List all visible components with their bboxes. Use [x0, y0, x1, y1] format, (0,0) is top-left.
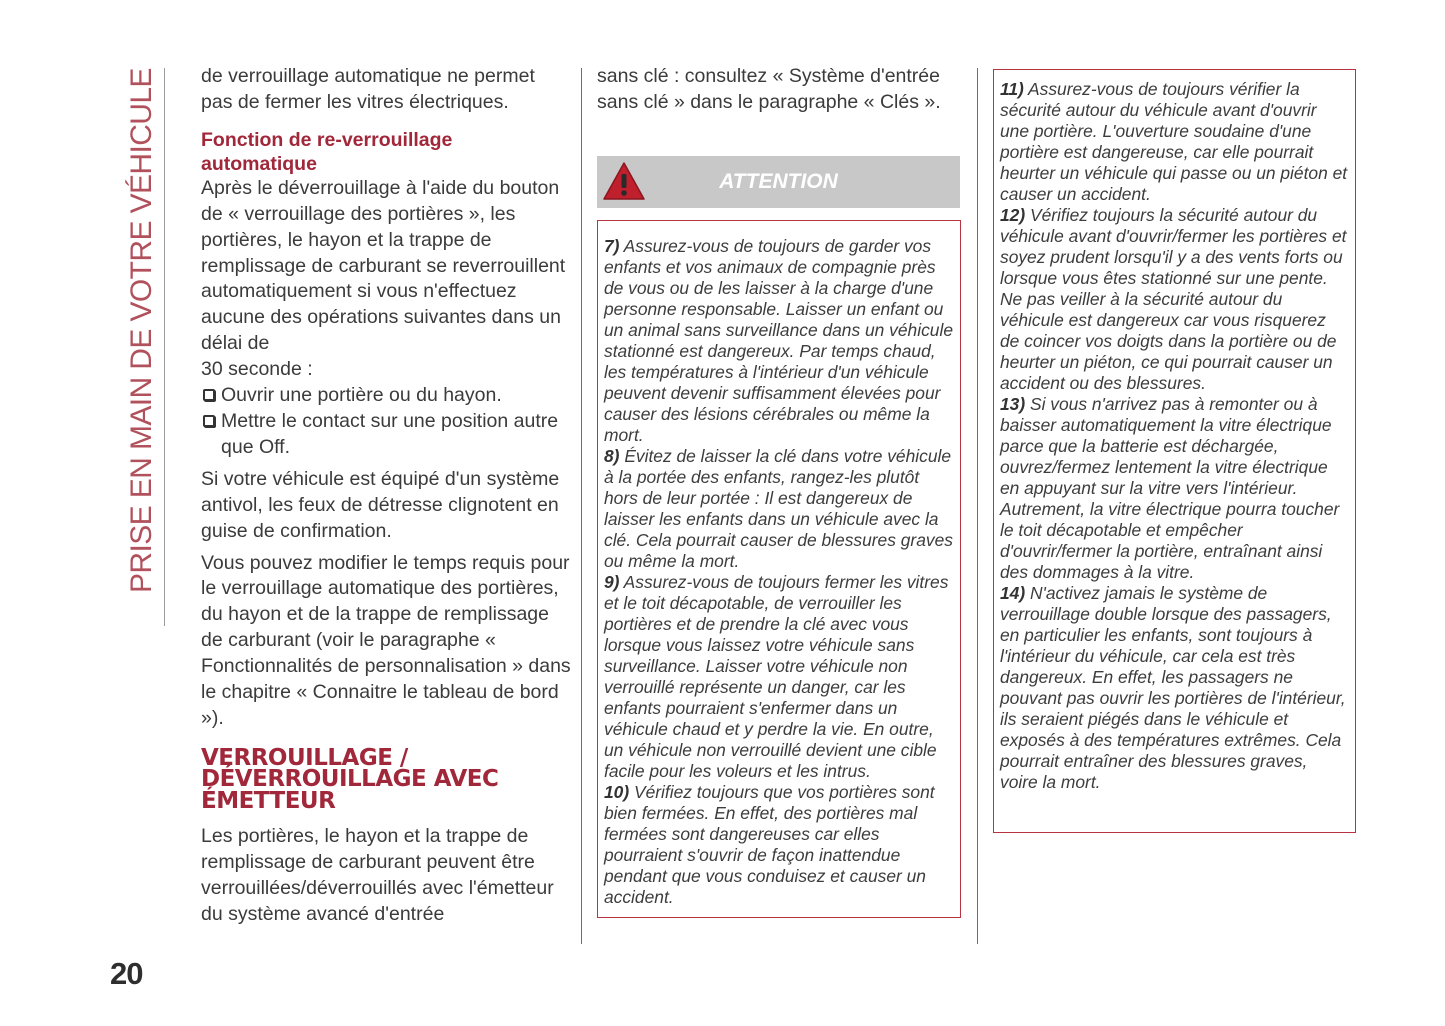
- warning-triangle-icon: [601, 159, 647, 205]
- list-item: [201, 409, 571, 461]
- chapter-side-title: PRISE EN MAIN DE VOTRE VÉHICULE: [125, 68, 158, 593]
- column-left: [201, 64, 571, 928]
- list-item-text: Mettre le contact sur une position autre que Off.: [221, 409, 559, 458]
- warning-item: 8) Évitez de laisser la clé dans votre véhicule à la portée des enfants, rangez-les plutôt hors de leur portée : Il est dangereux de laisser les enfants dans un véhicule avec la clé. Cela pourrait causer de blessures graves ou même la mort.: [604, 446, 953, 571]
- warning-item: 10) Vérifiez toujours que vos portières sont bien fermées. En effet, des portières mal fermées sont dangereuses car elles pourraient s'ouvrir de façon inattendue pendant que vous conduisez et causer un accident.: [604, 782, 935, 907]
- warning-item: 9) Assurez-vous de toujours fermer les vitres et le toit décapotable, de verrouiller les portières et de prendre la clé avec vous lorsque vous laissez votre véhicule sans surveillance. Laisser votre véhicule non verrouillé représente un danger, car les enfants pourraient s'enfermer dans un véhicule chaud et y perdre la vie. En outre, un véhicule non verrouillé devient une cible facile pour les voleurs et les intrus.: [604, 572, 949, 781]
- warning-item: 11) Assurez-vous de toujours vérifier la sécurité autour du véhicule avant d'ouvrir une portière. L'ouverture soudaine d'une portière est dangereuse, car elle pourrait heurter un véhicule qui passe ou un piéton et causer un accident.: [1000, 79, 1348, 204]
- warning-box: [597, 220, 961, 918]
- warning-item: 7) Assurez-vous de toujours de garder vos enfants et vos animaux de compagnie près de vous ou de les laisser à la charge d'une personne responsable. Laisser un enfant ou un animal sans surveillance dans un véhicule stationné est dangereux. Par temps chaud, les températures à l'intérieur d'un véhicule peuvent devenir suffisamment élevées pour causer des lésions cérébrales ou même la mort.: [604, 236, 953, 445]
- side-rule: [164, 68, 165, 626]
- relock-paragraph: Après le déverrouillage à l'aide du bouton de « verrouillage des portières », les portières, le hayon et la trappe de remplissage de carburant se reverrouillent automatiquement si vous n'effectuez aucune des opérations suivantes dans un délai de: [201, 176, 566, 355]
- intro-text: de verrouillage automatique ne permet pas de fermer les vitres électriques.: [201, 65, 535, 113]
- list-item-text: Ouvrir une portière ou du hayon.: [221, 384, 502, 407]
- intro-text: sans clé : consultez « Système d'entrée sans clé » dans le paragraphe « Clés ».: [597, 65, 941, 113]
- column-divider: [581, 68, 582, 944]
- attention-label: ATTENTION: [719, 170, 838, 193]
- checkbox-bullet-icon: [203, 389, 215, 401]
- warning-item: 13) Si vous n'arrivez pas à remonter ou à baisser automatiquement la vitre électrique parce que la batterie est déchargée, ouvrez/fermez lentement la vitre électrique en appuyant sur la vitre vers l'intérieur. Autrement, la vitre électrique pourra toucher le toit décapotable et empêcher d'ouvrir/fermer la portière, entraînant ainsi des dommages à la vitre.: [1000, 394, 1340, 582]
- checkbox-bullet-icon: [203, 415, 215, 427]
- attention-banner: [597, 156, 960, 208]
- subheading-relock: Fonction de re-verrouillage automatique: [201, 128, 453, 175]
- warning-item: 12) Vérifiez toujours la sécurité autour du véhicule avant d'ouvrir/fermer les portières et soyez prudent lorsqu'il y a des vents forts ou lorsque vous êtes stationné sur une pente. Ne pas veiller à la sécurité autour du véhicule est dangereux car vous risquerez de coincer vos doigts dans la portière ou de heurter un piéton, ce qui pourrait causer un accident ou des blessures.: [1000, 205, 1347, 393]
- page-number: 20: [110, 956, 143, 991]
- relock-paragraph-end: 30 seconde :: [201, 358, 313, 381]
- transmitter-paragraph: Les portières, le hayon et la trappe de remplissage de carburant peuvent être verrouillées/déverrouillés avec l'émetteur du système avancé d'entrée: [201, 825, 554, 926]
- antitheft-paragraph: Si votre véhicule est équipé d'un système antivol, les feux de détresse clignotent en guise de confirmation.: [201, 467, 560, 542]
- column-divider: [977, 68, 978, 944]
- list-item: [201, 383, 571, 409]
- warning-box: [993, 69, 1356, 833]
- warning-item: 14) N'activez jamais le système de verrouillage double lorsque des passagers, en particulier les enfants, sont toujours à l'intérieur du véhicule, car cela est très dangereux. En effet, les passagers ne pouvant pas ouvrir les portières de l'intérieur, ils seraient piégés dans le véhicule et exposés à des températures extrêmes. Cela pourrait entraîner des blessures graves, voire la mort.: [1000, 583, 1346, 792]
- column-middle: [597, 64, 962, 116]
- section-heading: VERROUILLAGE / DÉVERROUILLAGE AVEC ÉMETTEUR: [201, 744, 499, 814]
- settings-paragraph: Vous pouvez modifier le temps requis pour le verrouillage automatique des portières, du hayon et de la trappe de remplissage de carburant (voir le paragraphe « Fonctionnalités de personnalisation » dans le chapitre « Connaitre le tableau de bord »).: [201, 551, 571, 729]
